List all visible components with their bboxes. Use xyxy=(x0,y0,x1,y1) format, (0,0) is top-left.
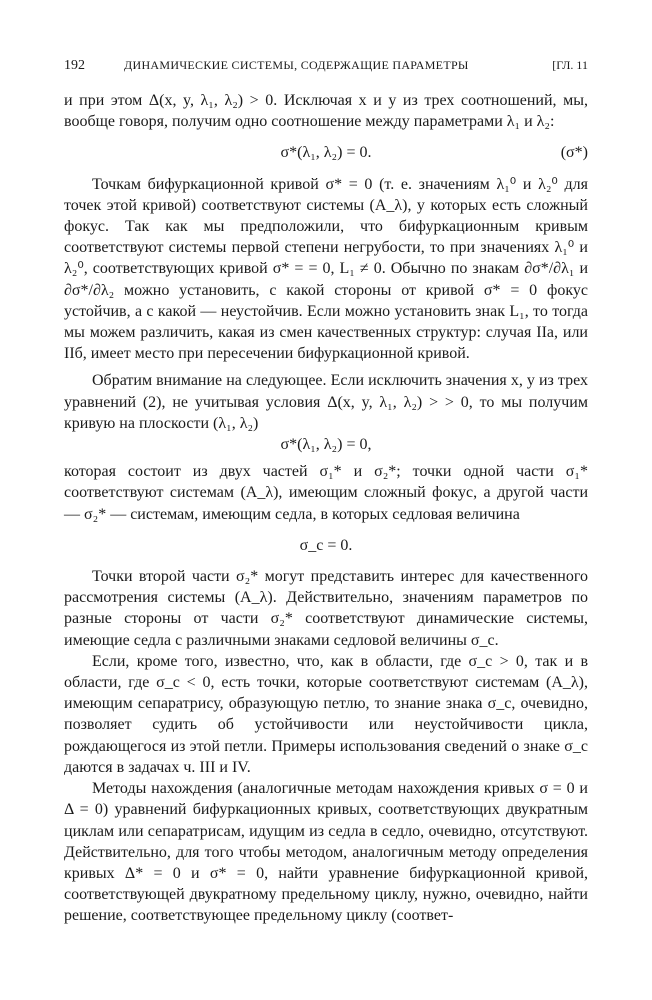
chapter-label: [ГЛ. 11 xyxy=(552,58,588,72)
running-title: ДИНАМИЧЕСКИЕ СИСТЕМЫ, СОДЕРЖАЩИЕ ПАРАМЕТРЫ xyxy=(124,58,469,72)
paragraph-4: которая состоит из двух частей σ₁* и σ₂*; точки одной части σ₁* соответствуют системам (A_λ), имеющим сложный фокус, а другой части — σ₂* — системам, имеющим седла, в которых седловая величина xyxy=(64,463,588,523)
paragraph-1: и при этом Δ(x, y, λ₁, λ₂) > 0. Исключая x и y из трех соотношений, мы, вообще говоря, получим одно соотношение между параметрами λ₁ и λ₂: xyxy=(64,92,588,131)
running-header xyxy=(64,58,588,82)
paragraph-6: Если, кроме того, известно, что, как в области, где σ_c > 0, так и в области, где σ_c < 0, есть точки, которые соответствуют системам (A_λ), имеющим сепаратрису, образующую петлю, то знание знака σ_c, очевидно, позволяет судить об устойчивости или неустойчивости цикла, рождающегося из этой петли. Примеры использования сведений о знаке σ_c даются в задачах ч. III и IV. xyxy=(64,652,588,776)
page-body xyxy=(64,90,588,927)
equation-1-tag: (σ*) xyxy=(560,144,588,162)
equation-2: σ*(λ₁, λ₂) = 0, xyxy=(280,436,372,454)
paragraph-7: Методы нахождения (аналогичные методам нахождения кривых σ = 0 и Δ = 0) уравнений бифуркационных кривых, соответствующих двукратным циклам или сепаратрисам, идущим из седла в седло, очевидно, отсутствуют. Действительно, для того чтобы методом, аналогичным методу определения кривых Δ* = 0 и σ* = 0, найти уравнение бифуркационной кривой, соответствующей двукратному предельному циклу, нужно, очевидно, найти решение, соответствующее предельному циклу (соответ- xyxy=(64,780,588,925)
paragraph-5: Точки второй части σ₂* могут представить интерес для качественного рассмотрения системы (A_λ). Действительно, значениям параметров по разные стороны от части σ₂* соответствуют динамические системы, имеющие седла с различными знаками седловой величины σ_c. xyxy=(64,568,588,649)
equation-3: σ_c = 0. xyxy=(299,536,353,554)
equation-sigma-star xyxy=(64,142,588,163)
page-number: 192 xyxy=(64,58,85,73)
paragraph-3: Обратим внимание на следующее. Если исключить значения x, y из трех уравнений (2), не учитывая условия Δ(x, y, λ₁, λ₂) > > 0, то мы получим кривую на плоскости (λ₁, λ₂) xyxy=(64,372,588,432)
equation-1-text: σ*(λ₁, λ₂) = 0. xyxy=(280,144,372,162)
paragraph-2: Точкам бифуркационной кривой σ* = 0 (т. е. значениям λ₁⁰ и λ₂⁰ для точек этой кривой) соответствуют системы (A_λ), у которых есть сложный фокус. Так как мы предположили, что бифуркационным кривым соответствуют системы первой степени негрубости, то при значениях λ₁⁰ и λ₂⁰, соответствующих кривой σ* = = 0, L₁ ≠ 0. Обычно по знакам ∂σ*/∂λ₁ и ∂σ*/∂λ₂ можно установить, с какой стороны от кривой σ* = 0 фокус устойчив, а с какой — неустойчив. Если можно установить знак L₁, то тогда мы можем различить, какая из смен качественных структур: случая IIa, или IIб, имеет место при пересечении бифуркационной кривой. xyxy=(64,175,588,363)
